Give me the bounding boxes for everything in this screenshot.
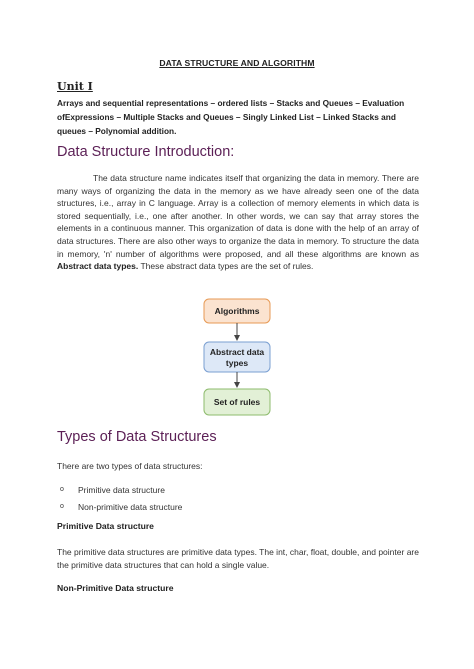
unit-heading: Unit I (57, 80, 93, 93)
syllabus-topics: Arrays and sequential representations – ordered lists – Stacks and Queues – Evaluation ofExpressions – Multiple Stacks and Queues – Singly Linked List – Linked Stacks and queues – Polynomial addition. (57, 98, 405, 136)
non-primitive-heading: Non-Primitive Data structure (57, 583, 174, 593)
primitive-heading: Primitive Data structure (57, 521, 154, 531)
types-intro: There are two types of data structures: (57, 461, 203, 471)
bullet-marker: o (60, 503, 64, 510)
bullet-marker: o (60, 486, 64, 493)
primitive-paragraph: The primitive data structures are primitive data types. The int, char, float, double, and pointer are the primitive data structures that can hold a single value. (57, 547, 419, 570)
abstract-data-types-label-line1: Abstract data (209, 347, 265, 357)
types-heading: Types of Data Structures (57, 429, 217, 445)
algorithms-box-label: Algorithms (214, 306, 260, 316)
list-item (60, 498, 182, 515)
bullet-text: Non-primitive data structure (78, 501, 183, 512)
document-title: DATA STRUCTURE AND ALGORITHM (159, 58, 315, 68)
list-item (60, 481, 182, 498)
types-bullet-list (60, 481, 182, 515)
set-of-rules-box-label: Set of rules (213, 397, 261, 407)
abstract-data-types-term: Abstract data types. (57, 261, 139, 272)
intro-heading: Data Structure Introduction: (57, 144, 235, 160)
abstract-data-types-label-line2: types (225, 358, 249, 368)
bullet-text: Primitive data structure (78, 484, 165, 495)
intro-paragraph-text: The data structure name indicates itself that organizing the data in memory. There are many ways of organizing the data in the memory as we have already seen one of the data structures, i.e., array in C language. Array is a collection of memory elements in which data is stored sequentially, i.e., one after another. In other words, we can say that array stores the elements in a continuous manner. This organization of data is done with the help of an array of data structures. There are also other ways to organize the data in memory. To structure the data in memory, 'n' number of algorithms were proposed, and all these algorithms are known as (57, 173, 419, 259)
intro-paragraph-tail: These abstract data types are the set of rules. (138, 261, 314, 272)
